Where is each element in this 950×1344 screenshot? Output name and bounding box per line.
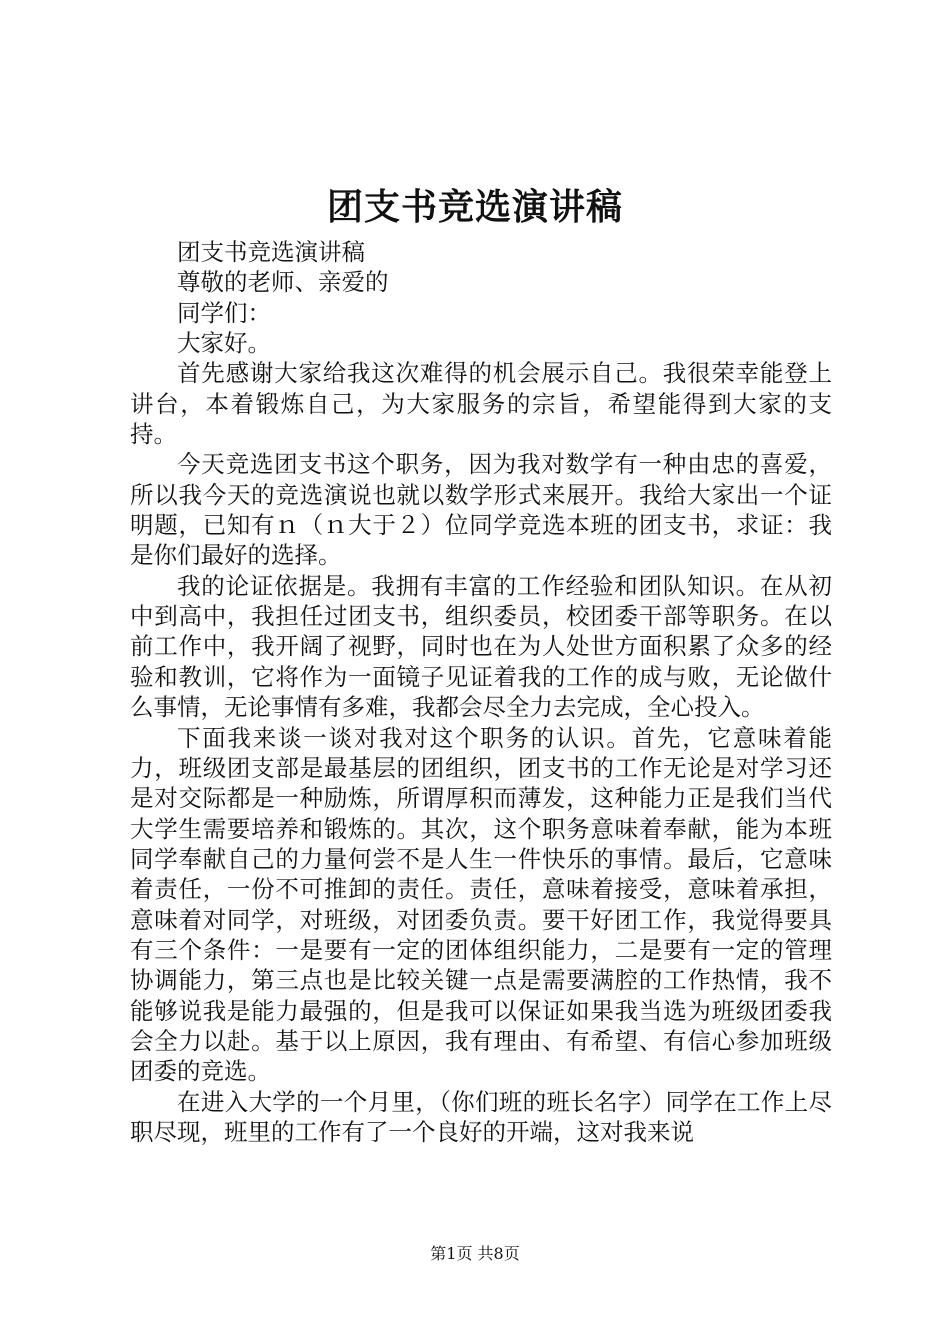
paragraph-heading: 团支书竞选演讲稿 (177, 238, 365, 266)
paragraph-greeting: 大家好。 (177, 329, 271, 358)
paragraph-salutation-2: 同学们： (177, 298, 271, 327)
document-title: 团支书竞选演讲稿 (326, 186, 623, 228)
paragraph-body: 在进入大学的一个月里，（你们班的班长名字）同学在工作上尽职尽现，班里的工作有了一个良好的开端，这对我来说 (130, 1087, 832, 1146)
document-body (130, 237, 832, 1147)
paragraph-body: 首先感谢大家给我这次难得的机会展示自己。我很荣幸能登上讲台，本着锻炼自己，为大家服务的宗旨，希望能得到大家的支持。 (130, 359, 832, 449)
paragraph-body: 我的论证依据是。我拥有丰富的工作经验和团队知识。在从初中到高中，我担任过团支书，组织委员，校团委干部等职务。在以前工作中，我开阔了视野，同时也在为人处世方面积累了众多的经验和教训，它将作为一面镜子见证着我的工作的成与败，无论做什么事情，无论事情有多难，我都会尽全力去完成，全心投入。 (130, 571, 832, 722)
paragraph-salutation-1: 尊敬的老师、亲爱的 (177, 268, 389, 297)
page-indicator: 第1页 共8页 (430, 1244, 520, 1263)
paragraph-body: 下面我来谈一谈对我对这个职务的认识。首先，它意味着能力，班级团支部是最基层的团组织，团支书的工作无论是对学习还是对交际都是一种励炼，所谓厚积而薄发，这种能力正是我们当代大学生需要培养和锻炼的。其次，这个职务意味着奉献，能为本班同学奉献自己的力量何尝不是人生一件快乐的事情。最后，它意味着责任，一份不可推卸的责任。责任，意味着接受，意味着承担，意味着对同学，对班级，对团委负责。要干好团工作，我觉得要具有三个条件：一是要有一定的团体组织能力，二是要有一定的管理协调能力，第三点也是比较关键一点是需要满腔的工作热情，我不能够说我是能力最强的，但是我可以保证如果我当选为班级团委我会全力以赴。基于以上原因，我有理由、有希望、有信心参加班级团委的竞选。 (130, 723, 832, 1086)
paragraph-body: 今天竞选团支书这个职务，因为我对数学有一种由忠的喜爱，所以我今天的竞选演说也就以数学形式来展开。我给大家出一个证明题，已知有ｎ（ｎ大于２）位同学竞选本班的团支书，求证：我是你们最好的选择。 (130, 450, 832, 570)
